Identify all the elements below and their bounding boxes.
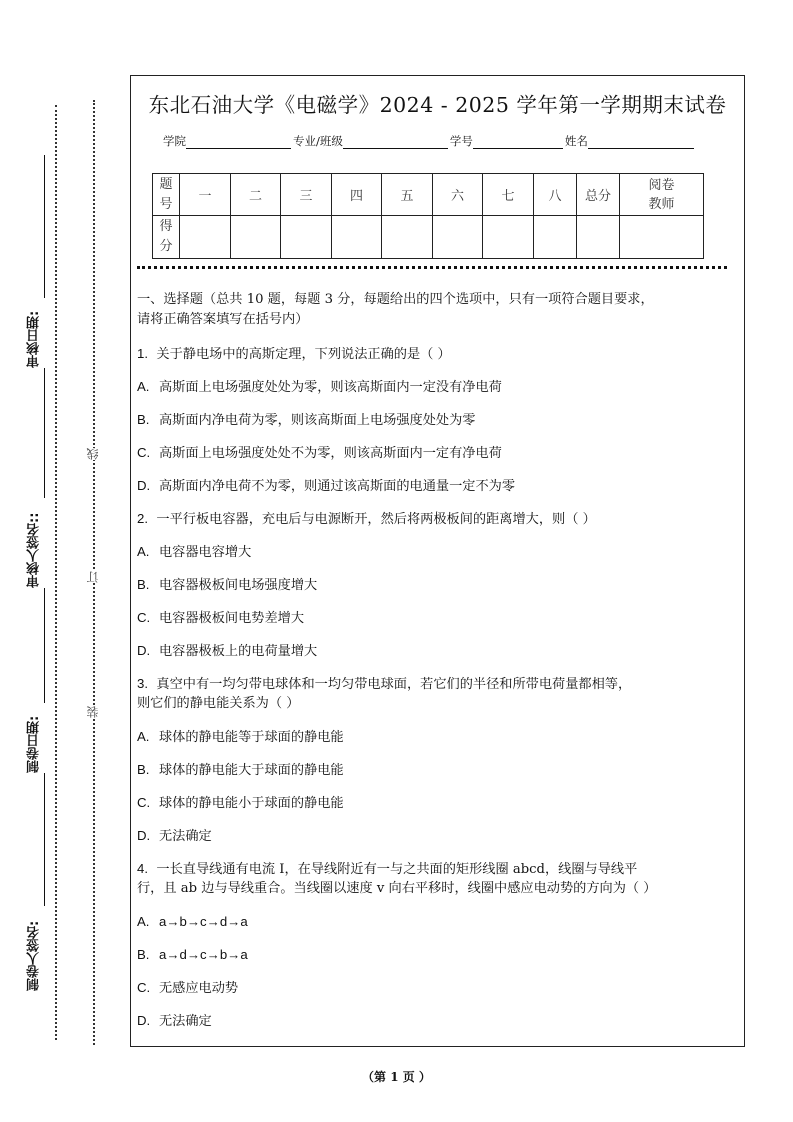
question-2-option-d[interactable]: D. 电容器极板上的电荷量增大	[137, 643, 318, 659]
col-6: 六	[433, 174, 483, 216]
col-7: 七	[483, 174, 534, 216]
question-3-option-b[interactable]: B. 球体的静电能大于球面的静电能	[137, 762, 344, 778]
college-field[interactable]	[186, 136, 291, 149]
col-grader: 阅卷 教师	[620, 174, 704, 216]
score-cell-total[interactable]	[577, 216, 620, 259]
question-3-option-a[interactable]: A. 球体的静电能等于球面的静电能	[137, 729, 344, 745]
score-cell-5[interactable]	[382, 216, 433, 259]
score-cell-3[interactable]	[281, 216, 332, 259]
section-heading-line2: 请将正确答案填写在括号内）	[137, 312, 309, 327]
col-total: 总分	[577, 174, 620, 216]
score-table-header-row	[153, 174, 704, 216]
question-1-option-d[interactable]: D. 高斯面内净电荷不为零，则通过该高斯面的电通量一定不为零	[137, 478, 516, 494]
question-4-stem-line1: 4. 一长直导线通有电流 I，在导线附近有一与之共面的矩形线圈 abcd，线圈与导线平	[137, 861, 638, 877]
col-4: 四	[332, 174, 382, 216]
question-2-option-c[interactable]: C. 电容器极板间电势差增大	[137, 610, 305, 626]
row-head-defen: 得 分	[153, 216, 180, 259]
reviewer-sign-label: 审核人签名::	[27, 512, 42, 588]
col-8: 八	[534, 174, 577, 216]
question-3-option-c[interactable]: C. 球体的静电能小于球面的静电能	[137, 795, 344, 811]
question-2-option-b[interactable]: B. 电容器极板间电场强度增大	[137, 577, 318, 593]
col-1: 一	[180, 174, 231, 216]
student-info-row	[163, 133, 696, 149]
question-1-option-b[interactable]: B. 高斯面内净电荷为零，则该高斯面上电场强度处处为零	[137, 412, 476, 428]
question-1-option-c[interactable]: C. 高斯面上电场强度处处不为零，则该高斯面内一定有净电荷	[137, 445, 502, 461]
score-cell-8[interactable]	[534, 216, 577, 259]
student-id-label: 学号	[449, 134, 473, 148]
dotted-separator	[137, 266, 727, 269]
question-3-option-d[interactable]: D. 无法确定	[137, 828, 212, 844]
score-cell-4[interactable]	[332, 216, 382, 259]
question-4-option-b[interactable]: B. a→d→c→b→a	[137, 947, 248, 962]
question-3-stem-line2: 则它们的静电能关系为（ ）	[137, 696, 300, 711]
row-head-tihao: 题 号	[153, 174, 180, 216]
exam-paper-frame	[130, 75, 745, 1047]
score-cell-grader[interactable]	[620, 216, 704, 259]
review-date-blank[interactable]	[44, 155, 45, 298]
question-4-option-c[interactable]: C. 无感应电动势	[137, 980, 239, 996]
question-1-stem: 1. 关于静电场中的高斯定理，下列说法正确的是（ ）	[137, 346, 451, 362]
college-label: 学院	[163, 134, 186, 148]
score-cell-7[interactable]	[483, 216, 534, 259]
name-label: 姓名	[564, 134, 588, 148]
cut-mark-zhuang: 装	[86, 706, 100, 718]
review-date-label: 审核日期:	[27, 310, 42, 368]
question-4-option-d[interactable]: D. 无法确定	[137, 1013, 212, 1029]
score-cell-6[interactable]	[433, 216, 483, 259]
maker-sign-blank[interactable]	[44, 773, 45, 906]
section-heading-line1: 一、选择题（总共 10 题，每题 3 分，每题给出的四个选项中，只有一项符合题目要求，	[137, 292, 654, 307]
cut-mark-xian: 线	[86, 448, 100, 460]
student-id-field[interactable]	[473, 136, 563, 149]
major-class-field[interactable]	[343, 136, 448, 149]
score-cell-2[interactable]	[231, 216, 281, 259]
question-4-option-a[interactable]: A. a→b→c→d→a	[137, 914, 248, 929]
binding-margin	[0, 0, 125, 1122]
col-5: 五	[382, 174, 433, 216]
col-3: 三	[281, 174, 332, 216]
make-date-blank[interactable]	[44, 588, 45, 703]
score-cell-1[interactable]	[180, 216, 231, 259]
reviewer-sign-blank[interactable]	[44, 368, 45, 498]
score-table	[152, 173, 704, 259]
page-number: （第 1 页 ）	[362, 1070, 431, 1084]
make-date-label: 制卷日期:	[27, 715, 42, 773]
inner-dotted-line	[55, 105, 57, 1040]
col-2: 二	[231, 174, 281, 216]
question-2-option-a[interactable]: A. 电容器电容增大	[137, 544, 252, 560]
cut-mark-ding: 订	[86, 571, 100, 583]
exam-title: 东北石油大学《电磁学》2024 - 2025 学年第一学期期末试卷	[148, 93, 727, 117]
major-class-label: 专业/班级	[293, 134, 343, 148]
question-1-option-a[interactable]: A. 高斯面上电场强度处处为零，则该高斯面内一定没有净电荷	[137, 379, 502, 395]
maker-sign-label: 制卷人签名:	[27, 920, 42, 991]
question-4-stem-line2: 行，且 ab 边与导线重合。当线圈以速度 v 向右平移时，线圈中感应电动势的方向为（ ）	[137, 881, 657, 896]
score-table-score-row	[153, 216, 704, 259]
question-3-stem-line1: 3. 真空中有一均匀带电球体和一均匀带电球面，若它们的半径和所带电荷量都相等，	[137, 676, 632, 692]
name-field[interactable]	[588, 136, 694, 149]
question-2-stem: 2. 一平行板电容器，充电后与电源断开，然后将两极板间的距离增大，则（ ）	[137, 511, 596, 527]
